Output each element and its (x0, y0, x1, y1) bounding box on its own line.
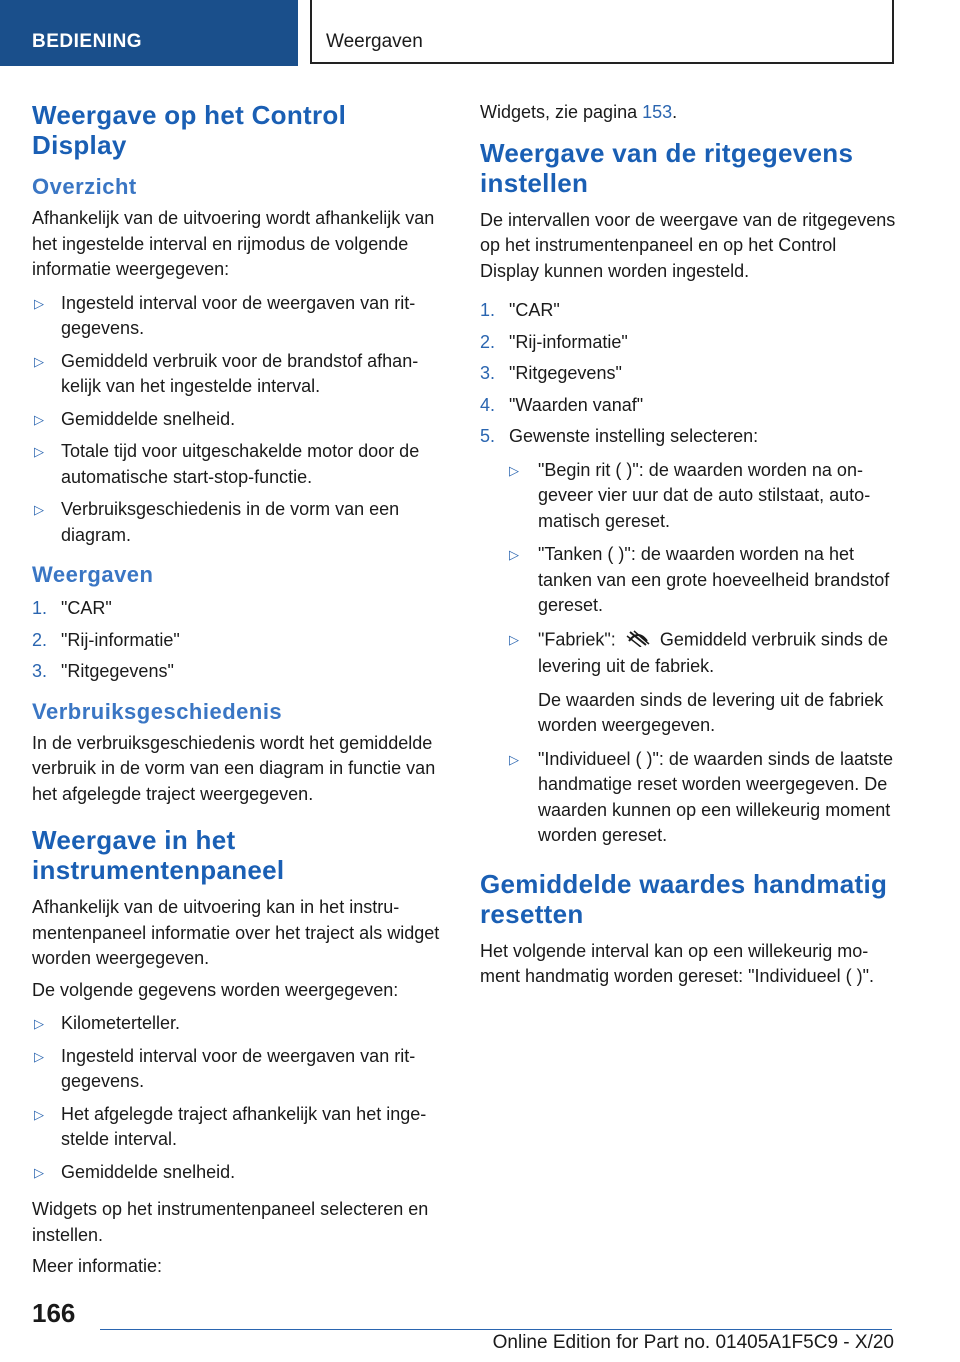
list-item: ▷ Gemiddeld verbruik voor de brandstof afhankelijk van het ingestelde interval. (34, 350, 419, 396)
list-item: ▷ Het afgelegde traject afhankelijk van het ingestelde interval. (34, 1103, 427, 1149)
paragraph-instrument: Afhankelijk van de uitvoering kan in het instrumentenpaneel informatie over het traject als widget worden weergegeven. (32, 897, 440, 968)
step-item: 1. "CAR" (480, 300, 560, 320)
ritgegevens-steps (480, 298, 896, 849)
factory-reset-icon (625, 627, 651, 655)
edition-text: Online Edition for Part no. 01405A1F5C9 - X/20 (492, 1332, 894, 1353)
list-item: ▷ Gemiddelde snelheid. (32, 1160, 448, 1186)
paragraph-meer-informatie: Meer informatie: (32, 1256, 163, 1276)
list-item: ▷ Ingesteld interval voor de weergaven van ritgegevens. (34, 292, 416, 338)
heading-resetten: Gemiddelde waardes handmatig resetten (480, 868, 888, 929)
list-item: ▷ "Fabriek": Gemiddeld verbruik sinds de levering uit de fabriek. De waarden sinds de levering uit de fabriek worden weergegeven. (509, 627, 896, 739)
triangle-bullet-icon: ▷ (34, 1106, 44, 1122)
heading-weergaven: Weergaven (32, 562, 154, 587)
triangle-bullet-icon: ▷ (34, 444, 44, 459)
step-item: 4. "Waarden vanaf" (480, 394, 644, 415)
paragraph-fabriek: De waarden sinds de levering uit de fabriek worden weergegeven. (538, 689, 884, 735)
triangle-bullet-icon: ▷ (509, 631, 519, 647)
triangle-bullet-icon: ▷ (34, 353, 44, 369)
triangle-bullet-icon: ▷ (34, 1164, 44, 1180)
heading-control-display: Weergave op het Control Display (32, 100, 347, 160)
list-item: ▷ "Individueel ( )": de waarden sinds de laatste handmatige reset worden weergegeven. De waarden kunnen op een willekeurig moment worden gereset. (509, 748, 893, 845)
footer-divider (100, 1329, 892, 1330)
list-item: ▷ "Tanken ( )": de waarden worden na het tanken van een grote hoeveelheid brandstof gereset. (509, 544, 890, 615)
triangle-bullet-icon: ▷ (34, 1016, 44, 1031)
triangle-bullet-icon: ▷ (34, 502, 44, 517)
step-item: 3. "Ritgegevens" (32, 661, 174, 681)
list-item: ▷ Ingesteld interval voor de weergaven van ritgegevens. (34, 1045, 416, 1091)
paragraph-intervallen: De intervallen voor de weergave van de ritgegevens op het instrumentenpaneel en op het Control Display kunnen worden ingesteld. (480, 209, 896, 281)
page-number: 166 (32, 1298, 76, 1328)
paragraph-volgende: De volgende gegevens worden weergegeven: (32, 979, 399, 1000)
list-item: ▷ Totale tijd voor uitgeschakelde motor door de automatische start-stop-functie. (34, 441, 420, 487)
paragraph-verbruik: In de verbruiksgeschiedenis wordt het gemiddelde verbruik in de vorm van een diagram in functie van het afgelegde traject weergegeven. (32, 732, 436, 804)
triangle-bullet-icon: ▷ (34, 1048, 44, 1064)
step-item: 2. "Rij-informatie" (32, 629, 180, 650)
chapter-title: Weergaven (310, 0, 894, 64)
step-item: 2. "Rij-informatie" (480, 331, 628, 352)
overzicht-list (32, 291, 448, 549)
list-item: ▷ Verbruiksgeschiedenis in de vorm van een diagram. (34, 499, 400, 545)
list-item: ▷ Kilometerteller. (32, 1011, 448, 1037)
heading-ritgegevens: Weergave van de ritgegevens instellen (480, 137, 854, 198)
heading-instrumentenpaneel: Weergave in het instrumentenpaneel (32, 825, 285, 885)
step-item: 3. "Ritgegevens" (480, 363, 622, 383)
left-column (32, 100, 448, 1286)
page-link[interactable]: 153 (642, 102, 673, 122)
heading-verbruiksgeschiedenis: Verbruiksgeschiedenis (32, 698, 283, 724)
right-column (480, 100, 896, 996)
triangle-bullet-icon: ▷ (34, 295, 44, 311)
instelling-options (509, 458, 896, 849)
section-tab: BEDIENING (0, 0, 298, 66)
weergaven-steps (32, 596, 448, 685)
page-header (0, 0, 960, 66)
instrument-list (32, 1011, 448, 1185)
step-item: 5. Gewenste instelling selecteren: ▷ "Begin rit ( )": de waarden worden na ongeveer vier uur dat de auto stilstaat, automatisch gereset. ▷ "Tanken ( )": de waarden worden na het tanken van een grote hoeveelheid brandstof gereset. ▷ "Fabriek": Gemiddeld verbruik sinds de levering uit de fabriek. De waarden sinds de levering uit de fabriek worden weergegeven. ▷ "Individueel ( )": de waarden sinds de laatste handmatige reset worden weergegeven. De waarden kunnen op een willekeurig moment worden gereset. (480, 424, 896, 849)
triangle-bullet-icon: ▷ (34, 411, 44, 427)
paragraph-resetten: Het volgende interval kan op een willekeurig moment handmatig worden gereset: "Individueel ( )". (480, 940, 874, 986)
paragraph-widgets-ref: Widgets, zie pagina 153. (480, 102, 678, 122)
paragraph-overzicht: Afhankelijk van de uitvoering wordt afhankelijk van het ingestelde interval en rijmodus de volgende informatie weergegeven: (32, 208, 435, 279)
step-item: 1. "CAR" (32, 598, 112, 618)
triangle-bullet-icon: ▷ (509, 462, 519, 478)
list-item: ▷ Gemiddelde snelheid. (32, 407, 448, 433)
triangle-bullet-icon: ▷ (509, 751, 519, 767)
paragraph-widgets: Widgets op het instrumentenpaneel selecteren en instellen. (32, 1199, 429, 1245)
triangle-bullet-icon: ▷ (509, 547, 519, 562)
list-item: ▷ "Begin rit ( )": de waarden worden na ongeveer vier uur dat de auto stilstaat, automatisch gereset. (509, 459, 871, 531)
heading-overzicht: Overzicht (32, 174, 137, 199)
